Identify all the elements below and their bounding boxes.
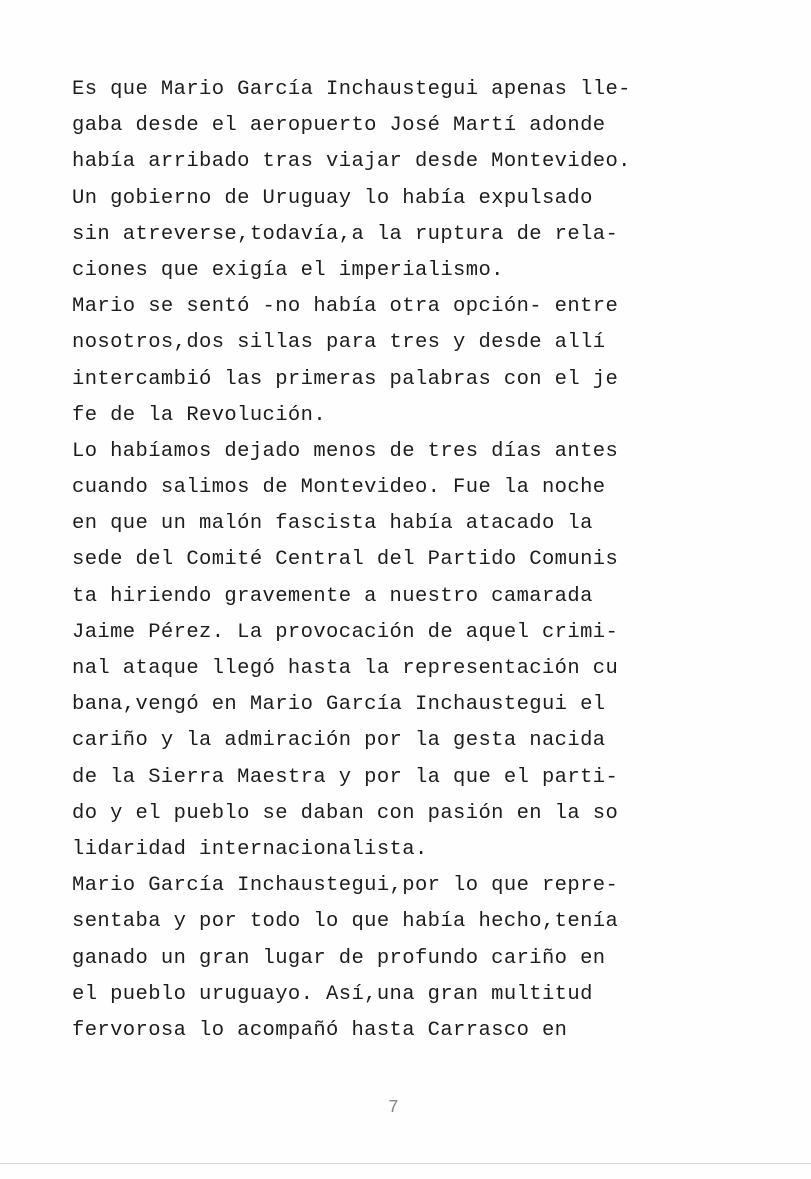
text-line: cariño y la admiración por la gesta nacida [72, 729, 606, 753]
text-line: ta hiriendo gravemente a nuestro camarada [72, 584, 593, 608]
page-number: 7 [388, 1098, 399, 1118]
text-line: Mario se sentó -no había otra opción- entre [72, 295, 619, 319]
text-line: fervorosa lo acompañó hasta Carrasco en [72, 1018, 568, 1042]
text-line: do y el pueblo se daban con pasión en la so [72, 801, 619, 825]
text-line: de la Sierra Maestra y por la que el parti- [72, 765, 619, 789]
text-line: en que un malón fascista había atacado la [72, 512, 593, 536]
text-line: nosotros,dos sillas para tres y desde allí [72, 331, 606, 355]
text-line: Es que Mario García Inchaustegui apenas lle- [72, 78, 631, 101]
text-line: el pueblo uruguayo. Así,una gran multitud [72, 982, 593, 1006]
text-line: ciones que exigía el imperialismo. [72, 258, 504, 282]
text-line: cuando salimos de Montevideo. Fue la noche [72, 476, 606, 500]
text-line: sin atreverse,todavía,a la ruptura de rela- [72, 222, 619, 246]
text-line: ganado un gran lugar de profundo cariño en [72, 946, 606, 970]
scan-edge-divider [0, 1163, 811, 1164]
text-line: intercambió las primeras palabras con el je [72, 367, 619, 391]
text-line: sede del Comité Central del Partido Comunis [72, 548, 619, 572]
text-line: bana,vengó en Mario García Inchaustegui el [72, 693, 606, 717]
text-line: lidaridad internacionalista. [72, 837, 428, 861]
text-line: sentaba y por todo lo que había hecho,tenía [72, 910, 619, 934]
text-line: Mario García Inchaustegui,por lo que repre- [72, 874, 619, 898]
text-line: Lo habíamos dejado menos de tres días antes [72, 439, 619, 463]
text-line: gaba desde el aeropuerto José Martí adonde [72, 114, 606, 138]
body-text [72, 72, 792, 1049]
text-line: fe de la Revolución. [72, 403, 327, 427]
text-line: Jaime Pérez. La provocación de aquel crimi- [72, 620, 619, 644]
text-line: nal ataque llegó hasta la representación cu [72, 657, 619, 680]
text-line: Un gobierno de Uruguay lo había expulsado [72, 186, 593, 210]
text-line: había arribado tras viajar desde Montevideo. [72, 150, 631, 174]
